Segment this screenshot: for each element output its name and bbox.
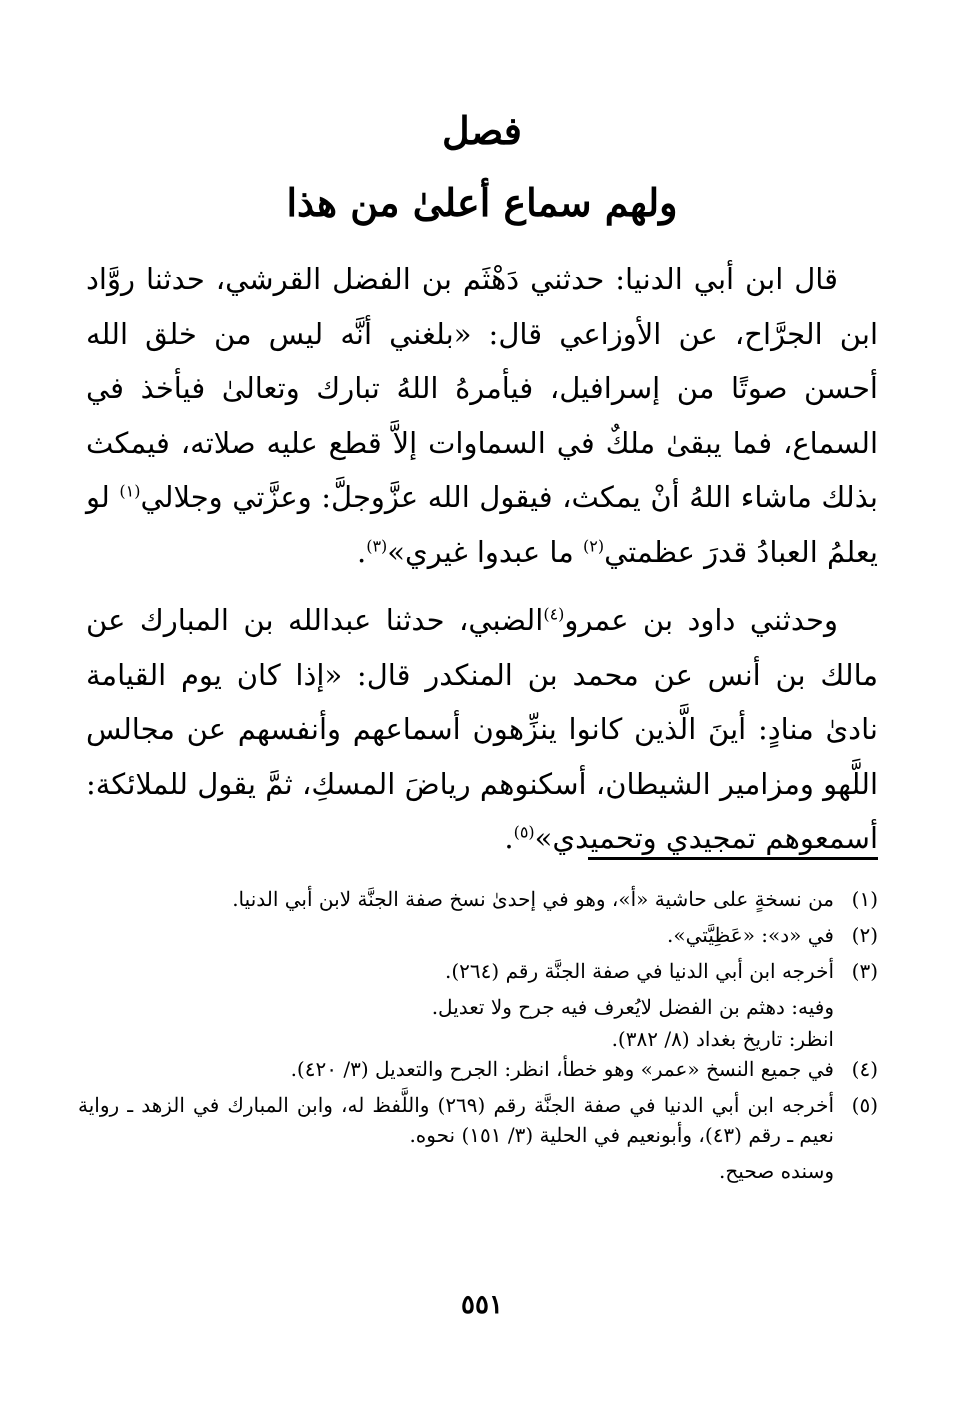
footnote-item [78, 1090, 878, 1186]
footnote-item [78, 956, 878, 1054]
footnote-ref-3: (٣) [366, 535, 388, 555]
footnote-number: (٤) [851, 1057, 878, 1081]
p2-text-a: وحدثني داود بن عمرو [564, 603, 838, 637]
footnote-text: أخرجه ابن أبي الدنيا في صفة الجنَّة رقم (٢٦٤). [445, 959, 834, 983]
p2-text-c: . [504, 821, 514, 855]
page-number: ٥٥١ [461, 1290, 503, 1320]
chapter-heading: فصل [442, 108, 522, 153]
footnote-number: (٢) [851, 923, 878, 947]
footnote-item [78, 920, 878, 950]
p1-text-b: لو يعلمُ العبادُ قدرَ عظمتي [86, 480, 878, 569]
footnote-ref-2: (٢) [583, 535, 605, 555]
p1-text-a: قال ابن أبي الدنيا: حدثني دَهْثَم بن الفضل القرشي، حدثنا روَّاد ابن الجرَّاح، عن الأوزاعي قال: «بلغني أنَّه ليس من خلق الله أحسن صوتًا من إسرافيل، فيأمرهُ اللهُ تبارك وتعالىٰ فيأخذ في السماع، فما يبقىٰ ملكٌ في السماوات إلاَّ قطع عليه صلاته، فيمكث بذلك ماشاء اللهُ أنْ يمكث، فيقول الله عزَّوجلَّ: وعزَّتي وجلالي [86, 262, 878, 514]
footnote-ref-5: (٥) [513, 822, 535, 842]
paragraph-1 [86, 252, 878, 579]
footnotes-list [78, 884, 878, 1186]
footnote-item [78, 884, 878, 914]
footnote-divider [588, 857, 878, 860]
footnote-text: في «د»: «عَظِيَّتي». [667, 923, 834, 947]
footnote-subline: انظر: تاريخ بغداد (٨/ ٣٨٢). [611, 1027, 834, 1051]
footnote-number: (٣) [851, 959, 878, 983]
footnote-number: (٥) [851, 1093, 878, 1117]
p2-text-b: الضبي، حدثنا عبدالله بن المبارك عن مالك بن أنس عن محمد بن المنكدر قال: «إذا كان يوم القيامة نادىٰ منادٍ: أينَ الَّذين كانوا ينزِّهون أسماعهم وأنفسهم عن مجالس اللَّهو ومزامير الشيطان، أسكنوهم رياضَ المسكِ، ثمَّ يقول للملائكة: أسمعوهم تمجيدي وتحميدي» [86, 603, 878, 855]
footnote-ref-1: (١) [119, 481, 141, 501]
footnote-subline: وسنده صحيح. [719, 1159, 834, 1183]
footnote-number: (١) [851, 887, 878, 911]
footnote-text: من نسخةٍ على حاشية «أ»، وهو في إحدىٰ نسخ صفة الجنَّة لابن أبي الدنيا. [232, 887, 834, 911]
footnote-text: في جميع النسخ «عمر» وهو خطأ، انظر: الجرح والتعديل (٣/ ٤٢٠). [290, 1057, 834, 1081]
footnote-ref-4: (٤) [543, 604, 565, 624]
p1-text-d: . [356, 534, 367, 569]
footnote-text: أخرجه ابن أبي الدنيا في صفة الجنَّة رقم (٢٦٩) واللَّفظ له، وابن المبارك في الزهد ـ رواية نعيم ـ رقم (٤٣)، وأبونعيم في الحلية (٣/ ١٥١) نحوه. [78, 1093, 835, 1147]
footnote-subline: وفيه: دهثم بن الفضل لايُعرف فيه جرح ولا تعديل. [431, 995, 834, 1019]
p1-text-c: ما عبدوا غيري» [387, 534, 584, 569]
section-title: ولهم سماع أعلىٰ من هذا [286, 180, 678, 225]
footnote-item [78, 1054, 878, 1084]
paragraph-2 [86, 593, 878, 866]
main-text [86, 252, 878, 866]
